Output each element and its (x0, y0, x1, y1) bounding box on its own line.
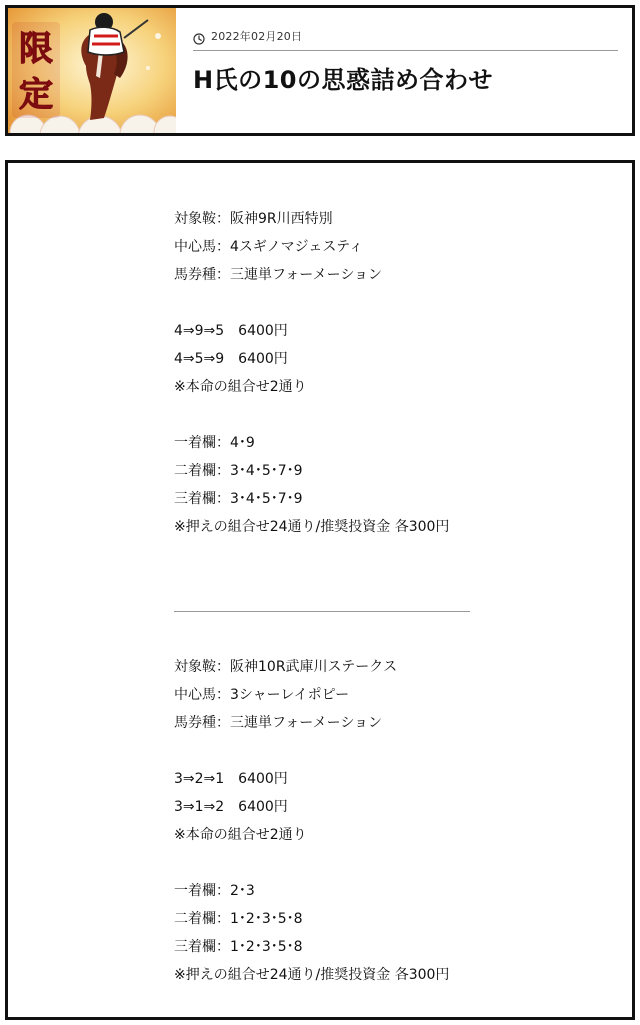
article-meta (193, 26, 618, 97)
race2-sub-note: ※押えの組合せ24通り/推奨投資金 各300円 (174, 967, 450, 983)
spacer (174, 541, 554, 597)
spacer (174, 737, 554, 765)
race2-horse: 中心馬：3シャーレイポピー (174, 687, 350, 703)
race1-sub-note: ※押えの組合せ24通り/推奨投資金 各300円 (174, 519, 450, 535)
article-body (5, 160, 635, 1020)
race2-main-combo-2: 3⇒1⇒2 6400円 (174, 799, 288, 815)
race1-second-column: 二着欄：3･4･5･7･9 (174, 463, 303, 479)
clock-icon (193, 30, 205, 42)
race1-target: 対象鞍：阪神9R川西特別 (174, 211, 333, 227)
race2-first-column: 一着欄：2･3 (174, 883, 255, 899)
article-header (5, 5, 635, 136)
race2-second-column: 二着欄：1･2･3･5･8 (174, 911, 303, 927)
spacer (174, 401, 554, 429)
race2-ticket: 馬券種：三連単フォーメーション (174, 715, 383, 731)
race1-ticket: 馬券種：三連単フォーメーション (174, 267, 383, 283)
thumbnail-image[interactable] (8, 8, 176, 133)
badge-glyph-2: 定 (19, 75, 53, 115)
race1-main-note: ※本命の組合せ2通り (174, 379, 307, 395)
badge-glyph-1: 限 (19, 29, 53, 69)
race1-third-column: 三着欄：3･4･5･7･9 (174, 491, 303, 507)
jockey-horse-illustration (8, 8, 176, 133)
race1-main-combo-2: 4⇒5⇒9 6400円 (174, 351, 288, 367)
post-content (174, 205, 554, 989)
race2-target: 対象鞍：阪神10R武庫川ステークス (174, 659, 398, 675)
date-row (193, 26, 618, 51)
spacer (174, 289, 554, 317)
post-date: 2022年02月20日 (211, 30, 303, 43)
spacer (174, 625, 554, 653)
race1-first-column: 一着欄：4･9 (174, 435, 255, 451)
spacer (174, 849, 554, 877)
race2-main-note: ※本命の組合せ2通り (174, 827, 307, 843)
page-title: H氏の10の思惑詰め合わせ (193, 66, 493, 94)
race2-main-combo-1: 3⇒2⇒1 6400円 (174, 771, 288, 787)
race1-main-combo-1: 4⇒9⇒5 6400円 (174, 323, 288, 339)
divider-line (174, 611, 470, 612)
race1-horse: 中心馬：4スギノマジェスティ (174, 239, 363, 255)
section-divider (174, 597, 554, 625)
race2-third-column: 三着欄：1･2･3･5･8 (174, 939, 303, 955)
